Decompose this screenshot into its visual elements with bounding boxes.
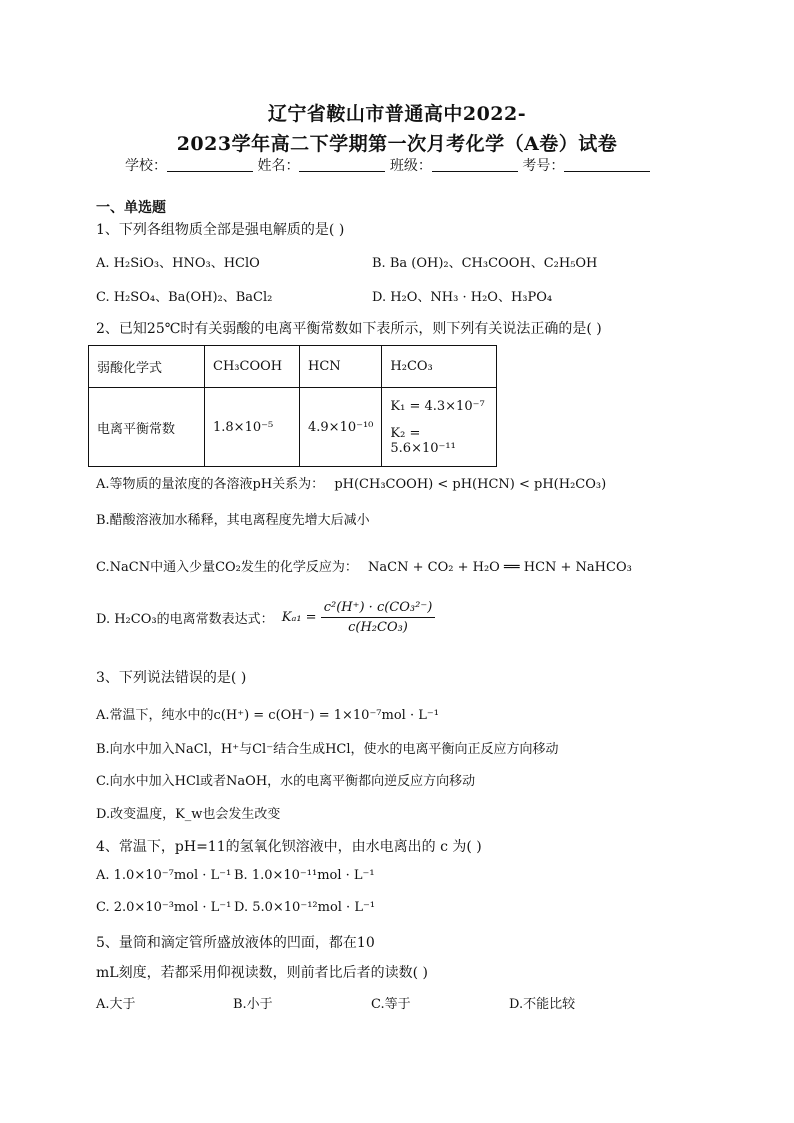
table-header-cell: HCN xyxy=(300,346,382,388)
table-cell-h2co3 xyxy=(382,388,497,467)
name-label: 姓名： xyxy=(257,158,300,174)
student-info-row xyxy=(125,155,650,175)
table-header-cell: H₂CO₃ xyxy=(382,346,497,388)
k1-value: K₁ = 4.3×10⁻⁷ xyxy=(390,398,485,414)
q1-option-c[interactable]: C. H₂SO₄、Ba(OH)₂、BaCl₂ xyxy=(96,290,273,305)
name-blank[interactable] xyxy=(299,157,385,172)
q3-option-c[interactable]: C.向水中加入HCl或者NaOH，水的电离平衡都向逆反应方向移动 xyxy=(96,774,476,789)
class-label: 班级： xyxy=(389,158,432,174)
ka1-denominator: c(H₂CO₃) xyxy=(348,620,408,635)
q2-option-b[interactable]: B.醋酸溶液加水稀释，其电离程度先增大后减小 xyxy=(96,513,370,528)
ka1-symbol: Kₐ₁ = xyxy=(281,610,317,625)
ionization-constant-table xyxy=(88,345,497,467)
section-heading: 一、单选题 xyxy=(96,200,166,216)
ka1-fraction xyxy=(321,600,436,635)
table-header-cell: 弱酸化学式 xyxy=(89,346,205,388)
ka1-numerator: c²(H⁺) · c(CO₃²⁻) xyxy=(321,600,436,618)
q1-option-a[interactable]: A. H₂SiO₃、HNO₃、HClO xyxy=(96,256,260,271)
table-header-cell: CH₃COOH xyxy=(205,346,300,388)
q5-stem-line-2: mL刻度，若都采用仰视读数，则前者比后者的读数( ) xyxy=(96,965,428,981)
q1-option-d[interactable]: D. H₂O、NH₃ · H₂O、H₃PO₄ xyxy=(372,290,553,305)
q5-option-c[interactable]: C.等于 xyxy=(371,997,411,1012)
q3-option-d[interactable]: D.改变温度，K_w也会发生改变 xyxy=(96,807,281,822)
q3-option-a[interactable]: A.常温下，纯水中的c(H⁺) = c(OH⁻) = 1×10⁻⁷mol · L⁻¹ xyxy=(96,708,439,723)
q4-stem: 4、常温下，pH=11的氢氧化钡溶液中，由水电离出的 c 为( ) xyxy=(96,839,482,855)
q1-stem: 1、下列各组物质全部是强电解质的是( ) xyxy=(96,222,345,238)
exam-no-label: 考号： xyxy=(522,158,565,174)
q4-option-b[interactable]: B. 1.0×10⁻¹¹mol · L⁻¹ xyxy=(234,868,375,883)
class-blank[interactable] xyxy=(432,157,518,172)
q2-option-d-text: D. H₂CO₃的电离常数表达式： xyxy=(96,612,274,627)
q2-stem: 2、已知25℃时有关弱酸的电离平衡常数如下表所示，则下列有关说法正确的是( ) xyxy=(96,321,602,337)
table-row-label: 电离平衡常数 xyxy=(89,388,205,467)
q2-option-c-equation: NaCN + CO₂ + H₂O ══ HCN + NaHCO₃ xyxy=(368,560,632,575)
exam-no-blank[interactable] xyxy=(564,157,650,172)
q2-option-a-expr: pH(CH₃COOH) < pH(HCN) < pH(H₂CO₃) xyxy=(334,477,607,492)
q2-option-d[interactable] xyxy=(96,600,435,635)
q4-option-a[interactable]: A. 1.0×10⁻⁷mol · L⁻¹ xyxy=(96,868,232,883)
school-label: 学校： xyxy=(125,158,167,174)
k2-value: K₂ = 5.6×10⁻¹¹ xyxy=(390,425,456,456)
school-blank[interactable] xyxy=(167,157,253,172)
q3-stem: 3、下列说法错误的是( ) xyxy=(96,670,247,686)
q3-option-b[interactable]: B.向水中加入NaCl，H⁺与Cl⁻结合生成HCl，使水的电离平衡向正反应方向移动 xyxy=(96,742,559,757)
q5-stem-line-1: 5、量筒和滴定管所盛放液体的凹面，都在10 xyxy=(96,935,375,951)
q4-option-c[interactable]: C. 2.0×10⁻³mol · L⁻¹ xyxy=(96,900,232,915)
q5-option-a[interactable]: A.大于 xyxy=(96,997,136,1012)
q5-option-b[interactable]: B.小于 xyxy=(233,997,273,1012)
table-cell: 1.8×10⁻⁵ xyxy=(205,388,300,467)
q2-option-a[interactable] xyxy=(96,473,606,492)
q2-option-c[interactable] xyxy=(96,556,632,575)
title-line-2: 2023学年高二下学期第一次月考化学（A卷）试卷 xyxy=(176,133,618,155)
title-line-1: 辽宁省鞍山市普通高中2022- xyxy=(267,103,527,125)
q4-option-d[interactable]: D. 5.0×10⁻¹²mol · L⁻¹ xyxy=(234,900,376,915)
table-cell: 4.9×10⁻¹⁰ xyxy=(300,388,382,467)
q1-option-b[interactable]: B. Ba (OH)₂、CH₃COOH、C₂H₅OH xyxy=(372,256,598,271)
q2-option-c-text: C.NaCN中通入少量CO₂发生的化学反应为： xyxy=(96,560,358,575)
q5-option-d[interactable]: D.不能比较 xyxy=(509,997,576,1012)
q2-option-a-text: A.等物质的量浓度的各溶液pH关系为： xyxy=(96,477,325,492)
